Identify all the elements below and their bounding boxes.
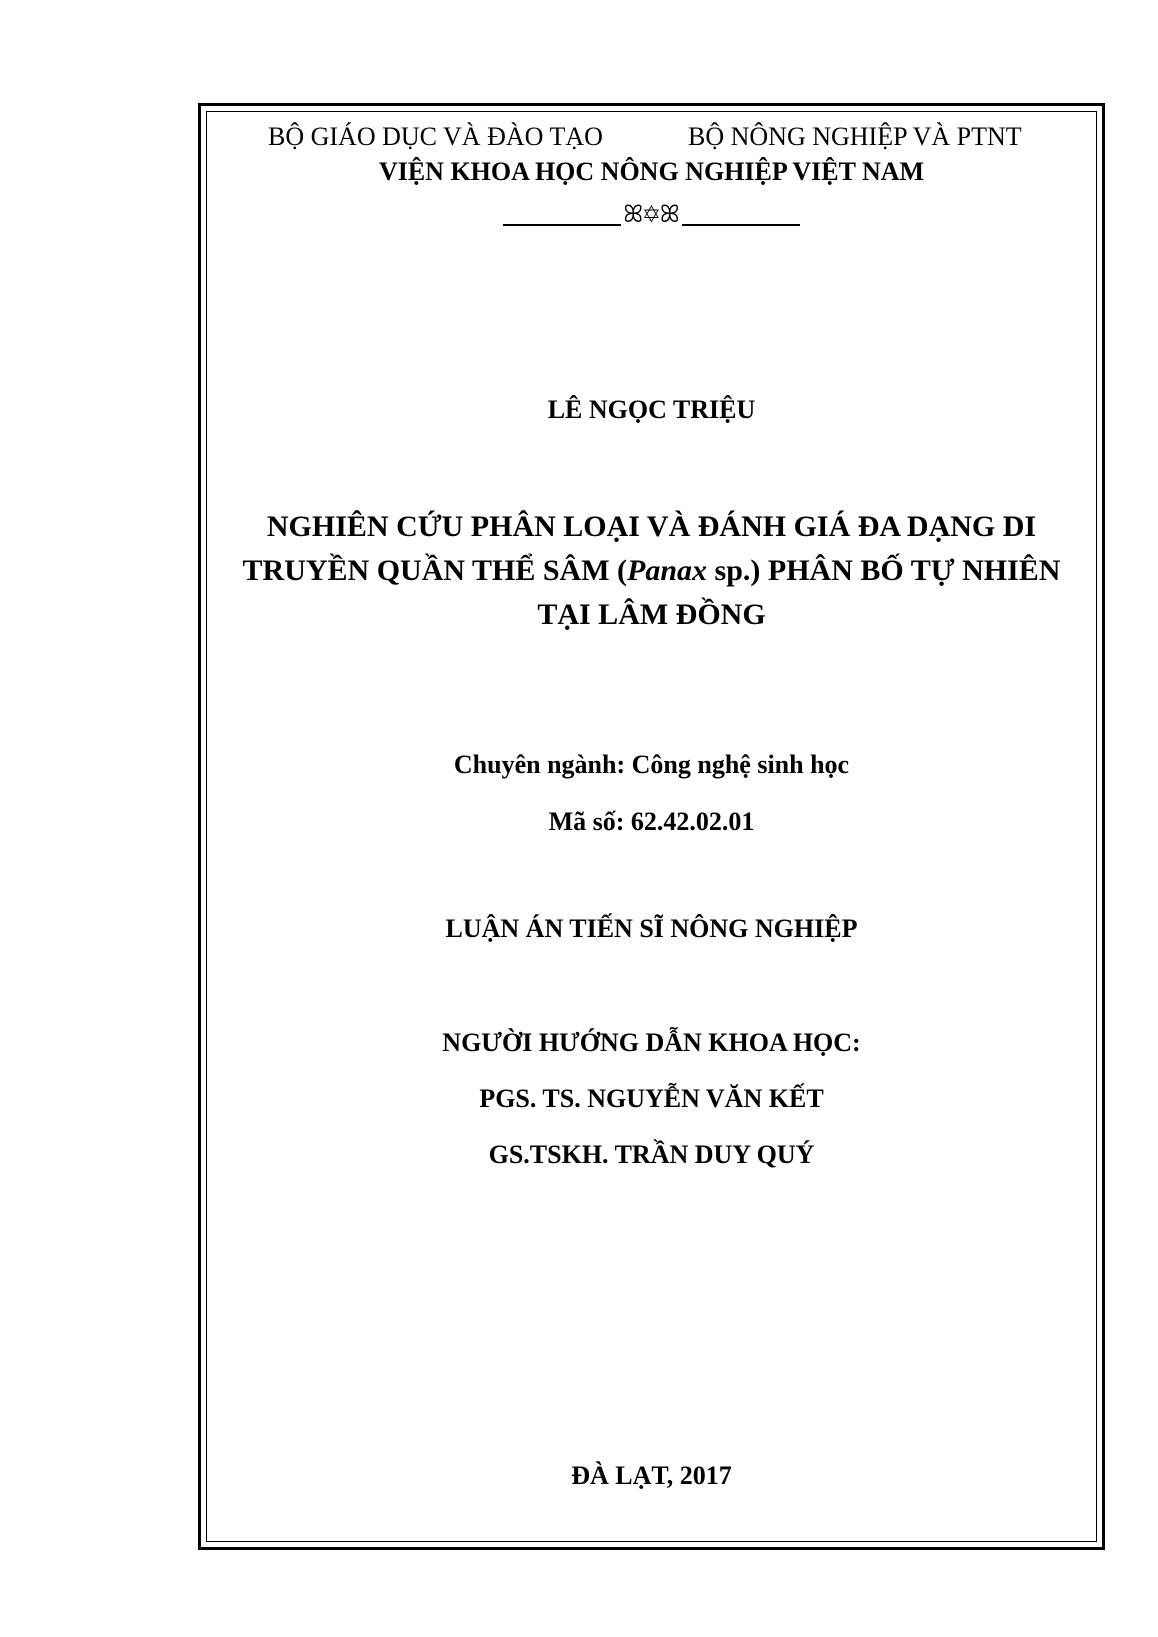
supervisors-heading: NGƯỜI HƯỚNG DẪN KHOA HỌC:: [442, 1028, 861, 1057]
title-line-2-prefix: TRUYỀN QUẦN THỂ SÂM (: [242, 554, 628, 587]
title-genus-italic: Panax: [627, 554, 708, 587]
thesis-title-line-1: NGHIÊN CỨU PHÂN LOẠI VÀ ĐÁNH GIÁ ĐA DẠNG DI: [266, 510, 1037, 543]
program-code: Mã số: 62.42.02.01: [548, 807, 755, 836]
place-year: ĐÀ LẠT, 2017: [571, 1461, 732, 1490]
author-name: LÊ NGỌC TRIỆU: [547, 395, 756, 424]
ornament-icon: ꕤ✡ꕤ: [623, 202, 680, 228]
supervisor-name: PGS. TS. NGUYỄN VĂN KẾT: [479, 1084, 824, 1113]
institute-name: VIỆN KHOA HỌC NÔNG NGHIỆP VIỆT NAM: [378, 157, 925, 186]
ministry-agriculture-label: BỘ NÔNG NGHIỆP VÀ PTNT: [688, 122, 1022, 151]
supervisor-name: GS.TSKH. TRẦN DUY QUÝ: [488, 1140, 815, 1169]
thesis-title-line-2: [206, 553, 1097, 589]
divider-rule-right: [682, 224, 800, 226]
ministry-education-label: BỘ GIÁO DỤC VÀ ĐÀO TẠO: [268, 122, 603, 151]
divider-rule-left: [503, 224, 621, 226]
degree-title: LUẬN ÁN TIẾN SĨ NÔNG NGHIỆP: [445, 914, 858, 943]
thesis-title-line-3: TẠI LÂM ĐỒNG: [537, 598, 766, 631]
title-line-2-suffix: sp.) PHÂN BỐ TỰ NHIÊN: [707, 554, 1061, 587]
ornament-divider: [206, 200, 1097, 230]
specialization: Chuyên ngành: Công nghệ sinh học: [453, 750, 850, 779]
